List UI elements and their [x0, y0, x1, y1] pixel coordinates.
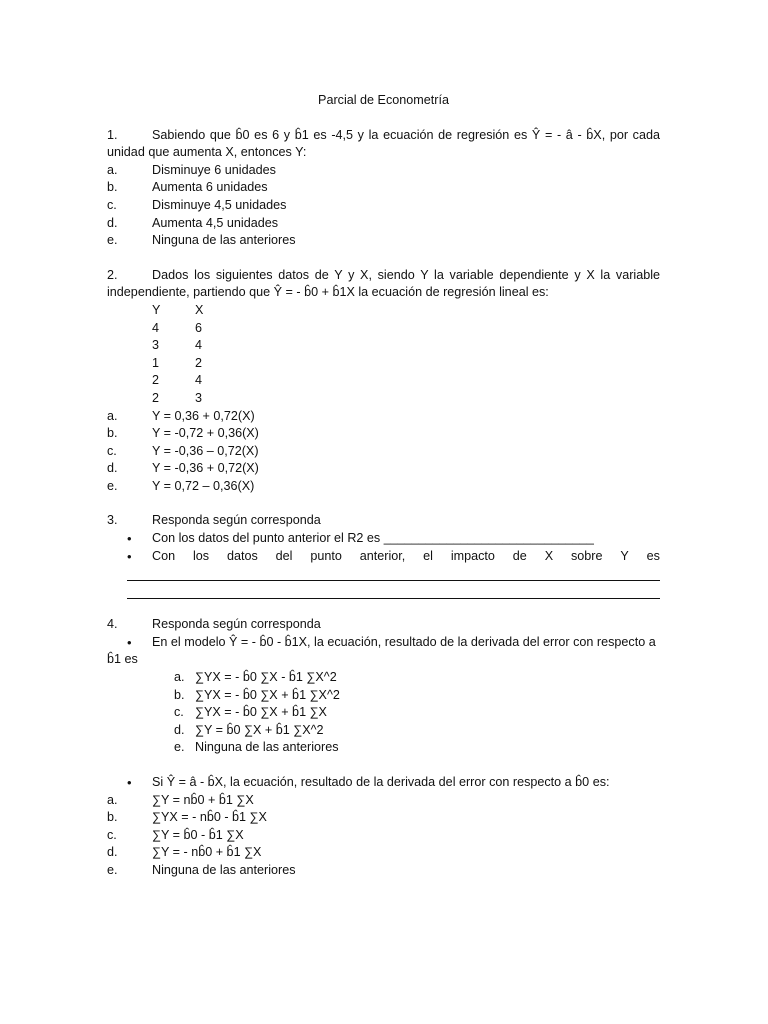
question-3 [107, 512, 660, 599]
table-row: 3 4 [152, 338, 203, 353]
question-1 [107, 127, 660, 250]
answer-option[interactable]: e. Ninguna de las anteriores [107, 862, 296, 877]
answer-option[interactable]: e. Ninguna de las anteriores [107, 233, 296, 248]
question-2 [107, 267, 660, 496]
bullet-text-line: b̂1 es [107, 652, 138, 667]
answer-option[interactable]: c. Y = -0,36 – 0,72(X) [107, 443, 259, 458]
bullet-glyph: • [127, 775, 132, 790]
bullet-glyph: • [127, 548, 132, 564]
answer-option[interactable]: a. Y = 0,36 + 0,72(X) [107, 408, 255, 423]
answer-option[interactable]: d. ∑Y = - nb̂0 + b̂1 ∑X [107, 845, 262, 860]
question-number: 3. [107, 513, 118, 528]
question-number: 4. [107, 617, 118, 632]
bullet-text: En el modelo Ŷ = - b̂0 - b̂1X, la ecuación, resultado de la derivada del error con respecto a [152, 634, 656, 649]
answer-option[interactable]: d. Aumenta 4,5 unidades [107, 215, 279, 230]
page-title: Parcial de Econometría [318, 93, 449, 107]
answer-option[interactable]: a. ∑YX = - b̂0 ∑X - b̂1 ∑X^2 [174, 670, 337, 685]
bullet-item [127, 548, 660, 566]
question-text: Responda según corresponda [152, 513, 321, 528]
question-text-line: independiente, partiendo que Ŷ = - b̂0 + b̂1X la ecuación de regresión lineal es: [107, 285, 549, 300]
question-4-part-2 [107, 774, 660, 880]
bullet-item [127, 530, 660, 548]
question-text-line: Dados los siguientes datos de Y y X, siendo Y la variable dependiente y X la variable [152, 267, 660, 282]
table-header-row: Y X [152, 302, 204, 317]
table-row: 4 6 [152, 320, 203, 335]
bullet-glyph: • [127, 531, 132, 547]
answer-blank-line[interactable] [127, 565, 660, 581]
answer-option[interactable]: b. Y = -0,72 + 0,36(X) [107, 426, 259, 441]
answer-option[interactable]: b. Aumenta 6 unidades [107, 180, 268, 195]
answer-option[interactable]: b. ∑YX = - nb̂0 - b̂1 ∑X [107, 810, 267, 825]
table-row: 2 3 [152, 390, 203, 405]
question-text: Responda según corresponda [152, 617, 321, 632]
bullet-glyph: • [127, 634, 132, 650]
answer-option[interactable]: c. Disminuye 4,5 unidades [107, 197, 287, 212]
question-number: 2. [107, 267, 118, 282]
question-number: 1. [107, 127, 118, 142]
answer-blank-line[interactable] [127, 583, 660, 599]
answer-option[interactable]: c. ∑YX = - b̂0 ∑X + b̂1 ∑X [174, 705, 327, 720]
bullet-item [127, 774, 660, 792]
question-4 [107, 616, 660, 757]
document-page [107, 92, 660, 897]
bullet-item [127, 634, 660, 652]
answer-option[interactable]: e. Ninguna de las anteriores [174, 740, 339, 755]
answer-option[interactable]: c. ∑Y = b̂0 - b̂1 ∑X [107, 827, 244, 842]
question-text-line: unidad que aumenta X, entonces Y: [107, 145, 307, 160]
answer-option[interactable]: d. Y = -0,36 + 0,72(X) [107, 461, 259, 476]
answer-option[interactable]: a. ∑Y = nb̂0 + b̂1 ∑X [107, 792, 254, 807]
answer-option[interactable]: d. ∑Y = b̂0 ∑X + b̂1 ∑X^2 [174, 722, 324, 737]
table-row: 1 2 [152, 355, 203, 370]
fill-in-blank-r2[interactable]: Con los datos del punto anterior el R2 es ______________________________ [152, 531, 594, 546]
answer-option[interactable]: b. ∑YX = - b̂0 ∑X + b̂1 ∑X^2 [174, 687, 340, 702]
data-table [152, 302, 660, 408]
table-row: 2 4 [152, 373, 203, 388]
question-text-line: Sabiendo que b̂0 es 6 y b̂1 es -4,5 y la ecuación de regresión es Ŷ = - â - b̂X, por cada [152, 127, 660, 142]
answer-option[interactable]: e. Y = 0,72 – 0,36(X) [107, 478, 255, 493]
bullet-text: Si Ŷ = â - b̂X, la ecuación, resultado de la derivada del error con respecto a b̂0 es: [152, 775, 610, 789]
answer-option[interactable]: a. Disminuye 6 unidades [107, 162, 276, 177]
bullet-text-justified: Con los datos del punto anterior, el impacto de X sobre Y es [152, 548, 660, 563]
